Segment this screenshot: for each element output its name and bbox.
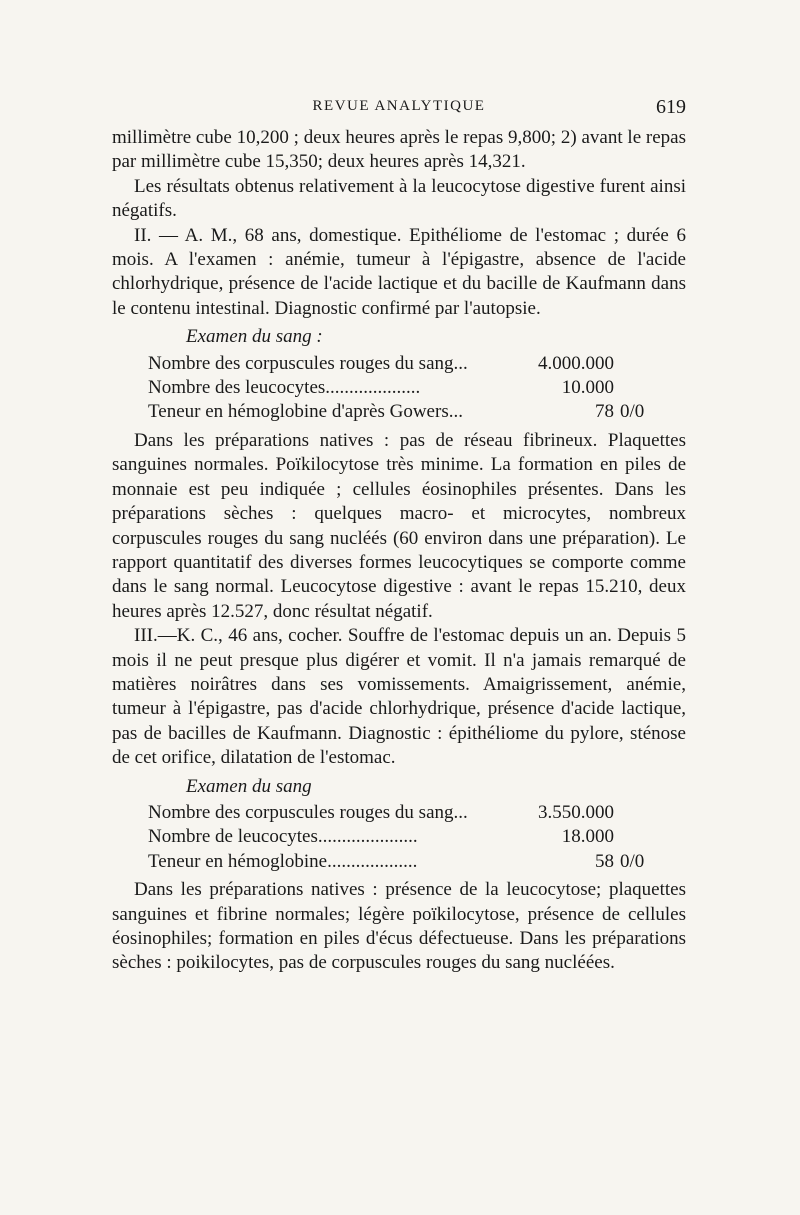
row-label: Nombre des corpuscules rouges du sang... (148, 352, 468, 374)
exam-heading-1: Examen du sang : (186, 326, 323, 348)
paragraph-1: millimètre cube 10,200 ; deux heures après le repas 9,800; 2) avant le repas par millimètre cube 15,350; deux heures après 14,321. (112, 127, 686, 173)
row-label: Nombre des leucocytes.................... (148, 377, 421, 399)
row-value: 3.550.000 (538, 801, 614, 823)
row-value: 18.000 (561, 826, 614, 848)
blood-table-2 (148, 801, 660, 874)
row-unit (614, 352, 660, 376)
table-row (148, 352, 660, 376)
row-value: 58 (595, 850, 614, 872)
running-title: REVUE ANALYTIQUE (312, 98, 486, 114)
row-unit: 0/0 (620, 850, 645, 872)
table-row (148, 376, 660, 400)
row-unit (614, 825, 660, 849)
table-row (148, 850, 660, 874)
table-row (148, 400, 660, 424)
row-unit (614, 801, 660, 825)
row-label: Teneur en hémoglobine d'après Gowers... (148, 401, 463, 423)
row-unit: 0/0 (620, 401, 645, 423)
row-value: 10.000 (561, 377, 614, 399)
paragraph-3: II. — A. M., 68 ans, domestique. Epithéliome de l'estomac ; durée 6 mois. A l'examen : anémie, tumeur à l'épigastre, absence de l'acide chlorhydrique, présence de l'acide lactique et du bacille de Kaufmann dans le contenu intestinal. Diagnostic confirmé par l'autopsie. (112, 224, 686, 319)
row-unit (614, 376, 660, 400)
paragraph-5: III.—K. C., 46 ans, cocher. Souffre de l'estomac depuis un an. Depuis 5 mois il ne peut presque plus digérer et vomit. Il n'a jamais remarqué de matières noirâtres dans ses vomissements. Amaigrissement, anémie, tumeur à l'épigastre, pas d'acide chlorhydrique, présence d'acide lactique, pas de bacilles de Kaufmann. Diagnostic : épithéliome du pylore, sténose de cet orifice, dilatation de l'estomac. (112, 625, 686, 769)
exam-heading-2: Examen du sang (186, 775, 312, 797)
row-label: Nombre des corpuscules rouges du sang... (148, 801, 468, 823)
row-value: 4.000.000 (538, 352, 614, 374)
page-number: 619 (656, 96, 686, 118)
blood-table-1 (148, 352, 660, 425)
row-label: Teneur en hémoglobine................... (148, 850, 418, 872)
paragraph-6: Dans les préparations natives : présence de la leucocytose; plaquettes sanguines et fibrine normales; légère poïkilocytose, présence de cellules éosinophiles; formation en piles d'écus défectueuse. Dans les préparations sèches : poikilocytes, pas de corpuscules rouges du sang nucléées. (112, 879, 686, 974)
row-value: 78 (595, 401, 614, 423)
table-row (148, 825, 660, 849)
body-text (112, 126, 686, 976)
running-header (112, 96, 686, 126)
paragraph-4: Dans les préparations natives : pas de réseau fibrineux. Plaquettes sanguines normales. Poïkilocytose très minime. La formation en piles de monnaie est peu indiquée ; cellules éosinophiles présentes. Dans les préparations sèches : quelques macro- et microcytes, nombreux corpuscules rouges du sang nucléés (60 environ dans une préparation). Le rapport quantitatif des diverses formes leucocytiques se comporte comme dans le sang normal. Leucocytose digestive : avant le repas 15.210, deux heures après 12.527, donc résultat négatif. (112, 429, 686, 622)
table-row (148, 801, 660, 825)
paragraph-2: Les résultats obtenus relativement à la leucocytose digestive furent ainsi négatifs. (112, 175, 686, 222)
row-label: Nombre de leucocytes..................... (148, 826, 418, 848)
